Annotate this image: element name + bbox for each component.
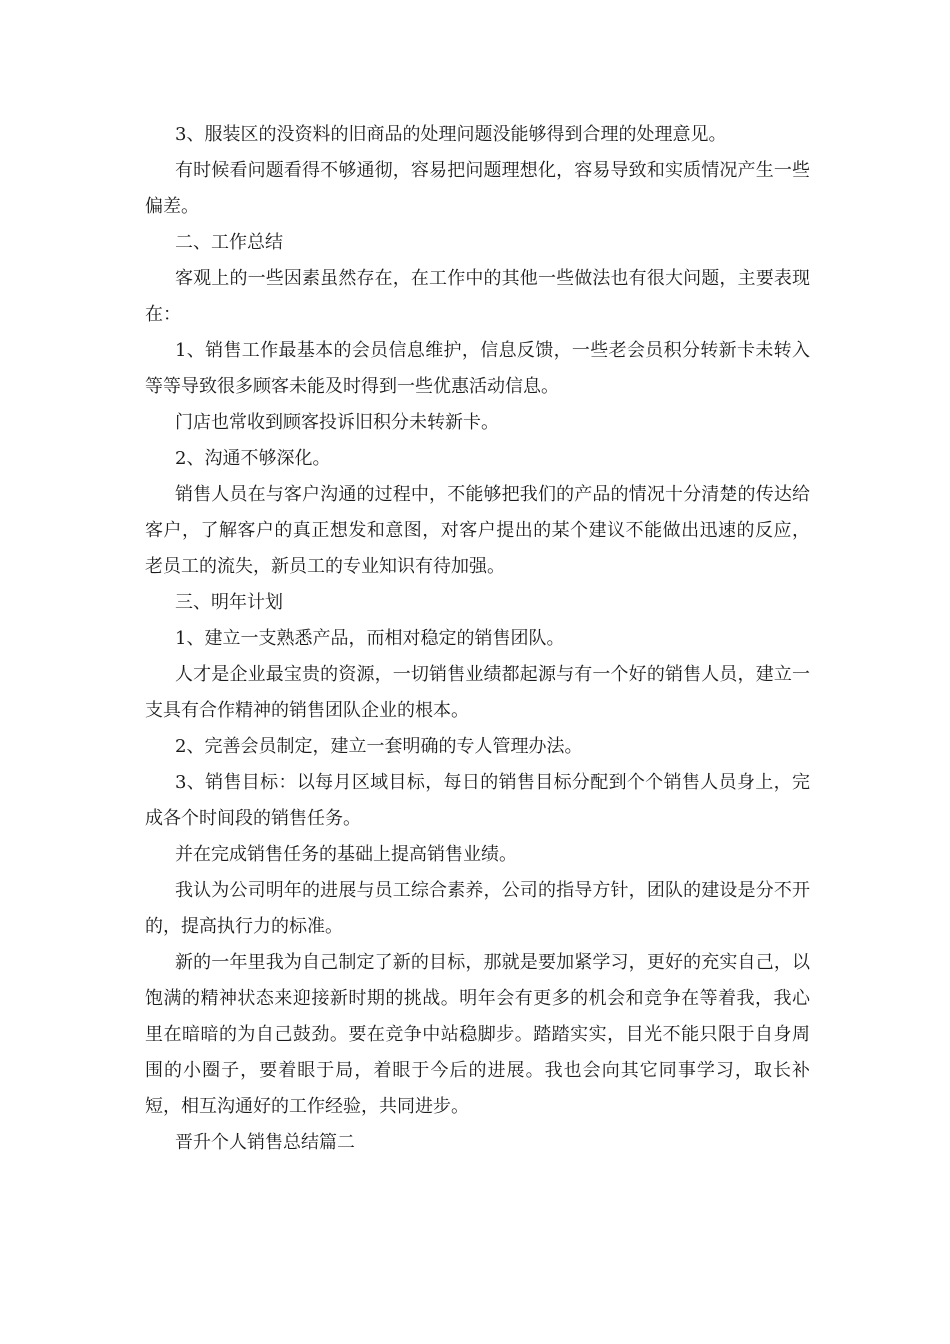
paragraph-plan-item-3-sales-target: 3、销售目标：以每月区域目标，每日的销售目标分配到个个销售人员身上，完成各个时间段的销售任务。 — [145, 772, 810, 829]
paragraph-sales-staff-communication: 销售人员在与客户沟通的过程中，不能够把我们的产品的情况十分清楚的传达给客户，了解客户的真正想发和意图，对客户提出的某个建议不能做出迅速的反应，老员工的流失，新员工的专业知识有待加强。 — [145, 484, 810, 577]
paragraph-store-complaints: 门店也常收到顾客投诉旧积分未转新卡。 — [175, 412, 499, 433]
paragraph-idealization: 有时候看问题看得不够通彻，容易把问题理想化，容易导致和实质情况产生一些偏差。 — [145, 160, 810, 217]
paragraph-improve-performance: 并在完成销售任务的基础上提高销售业绩。 — [175, 844, 517, 865]
paragraph-item-1-member-info: 1、销售工作最基本的会员信息维护，信息反馈，一些老会员积分转新卡未转入等等导致很多顾客未能及时得到一些优惠活动信息。 — [145, 340, 810, 397]
section-heading-next-year-plan: 三、明年计划 — [175, 592, 283, 613]
paragraph-plan-item-1-team: 1、建立一支熟悉产品，而相对稳定的销售团队。 — [175, 628, 565, 649]
section-heading-work-summary: 二、工作总结 — [175, 232, 283, 253]
paragraph-objective-factors: 客观上的一些因素虽然存在，在工作中的其他一些做法也有很大问题，主要表现在： — [145, 268, 810, 325]
section-heading-part-two: 晋升个人销售总结篇二 — [175, 1132, 355, 1153]
paragraph-new-year-goals: 新的一年里我为自己制定了新的目标，那就是要加紧学习，更好的充实自己，以饱满的精神状态来迎接新时期的挑战。明年会有更多的机会和竞争在等着我，我心里在暗暗的为自己鼓劲。要在竞争中站稳脚步。踏踏实实，目光不能只限于自身周围的小圈子，要着眼于局，着眼于今后的进展。我也会向其它同事学习，取长补短，相互沟通好的工作经验，共同进步。 — [145, 952, 810, 1117]
paragraph-item-3-used-goods: 3、服装区的没资料的旧商品的处理问题没能够得到合理的处理意见。 — [175, 124, 727, 145]
paragraph-company-development: 我认为公司明年的进展与员工综合素养，公司的指导方针，团队的建设是分不开的，提高执行力的标准。 — [145, 880, 810, 937]
document-body — [145, 117, 810, 1161]
paragraph-plan-item-2-membership: 2、完善会员制定，建立一套明确的专人管理办法。 — [175, 736, 583, 757]
paragraph-talent: 人才是企业最宝贵的资源，一切销售业绩都起源与有一个好的销售人员，建立一支具有合作精神的销售团队企业的根本。 — [145, 664, 810, 721]
paragraph-item-2-communication: 2、沟通不够深化。 — [175, 448, 331, 469]
